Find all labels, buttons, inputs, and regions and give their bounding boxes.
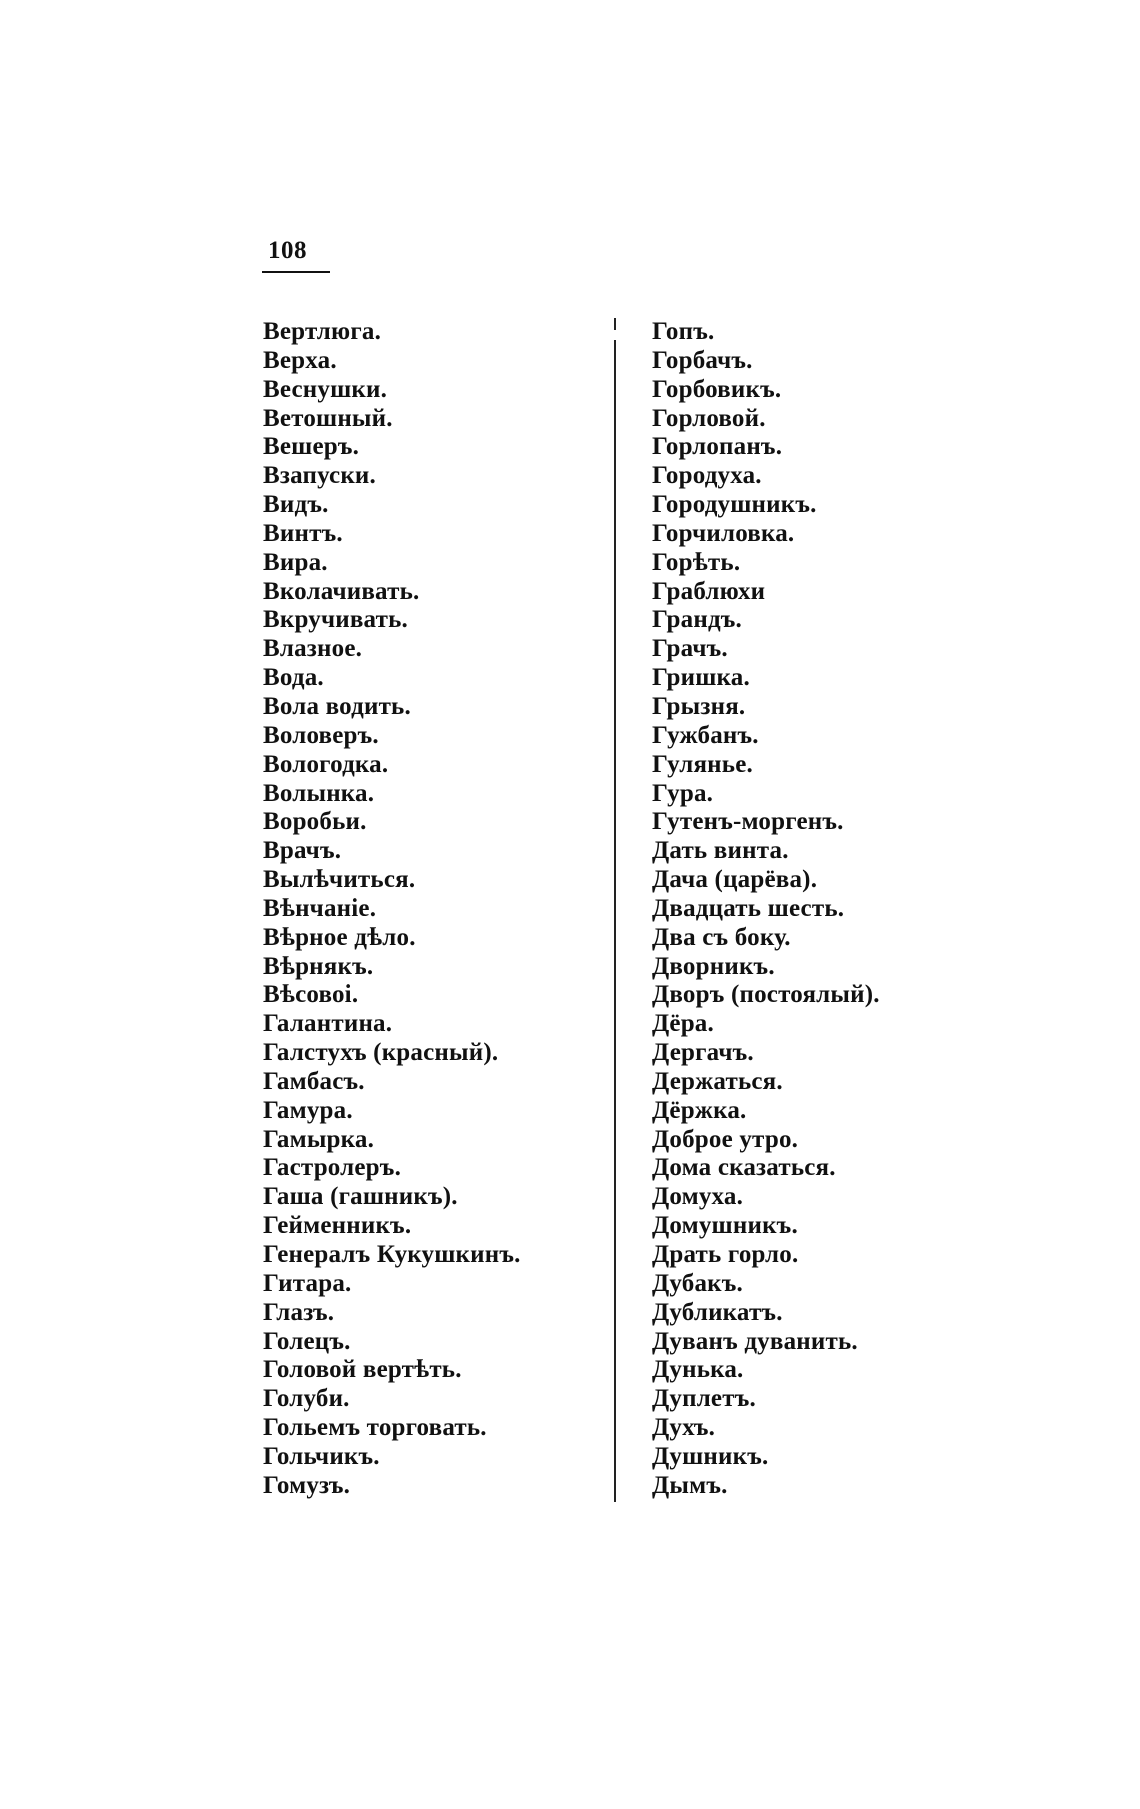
word-entry: Горчиловка.	[652, 519, 795, 547]
word-entry: Дуванъ дуванить.	[652, 1327, 858, 1355]
word-entry: Дать винта.	[652, 837, 789, 865]
word-entry: Духъ.	[652, 1414, 716, 1442]
word-entry: Дубликатъ.	[652, 1298, 783, 1326]
word-entry: Видъ.	[263, 491, 329, 519]
word-entry: Горбачъ.	[652, 346, 753, 374]
word-entry: Головой вертѣть.	[263, 1356, 462, 1384]
word-entry: Грызня.	[652, 692, 746, 720]
word-entry: Винтъ.	[263, 519, 343, 547]
word-entry: Дубакъ.	[652, 1269, 743, 1297]
word-entry: Гастролеръ.	[263, 1154, 402, 1182]
word-entry: Ветошный.	[263, 404, 393, 432]
word-entry: Дома сказаться.	[652, 1154, 836, 1182]
word-entry: Волынка.	[263, 779, 375, 807]
word-entry: Гамура.	[263, 1096, 353, 1124]
word-entry: Взапуски.	[263, 462, 376, 490]
word-entry: Горловой.	[652, 404, 766, 432]
word-entry: Веснушки.	[263, 375, 388, 403]
word-entry: Дунька.	[652, 1356, 744, 1384]
right-word-column	[652, 318, 880, 1501]
word-entry: Драть горло.	[652, 1241, 799, 1268]
word-entry: Домуха.	[652, 1183, 744, 1211]
word-entry: Грандъ.	[652, 606, 743, 634]
word-entry: Дуплетъ.	[652, 1385, 756, 1413]
word-entry: Галантина.	[263, 1010, 393, 1038]
word-entry: Два съ боку.	[652, 923, 791, 951]
word-entry: Гаша (гашникъ).	[263, 1183, 458, 1211]
word-entry: Воловеръ.	[263, 721, 379, 749]
page-number-rule	[262, 271, 330, 273]
word-entry: Верха.	[263, 346, 337, 374]
word-entry: Граблюхи	[652, 577, 766, 605]
word-entry: Голуби.	[263, 1385, 350, 1413]
word-entry: Грачъ.	[652, 635, 728, 663]
word-entry: Горлопанъ.	[652, 433, 783, 461]
word-entry: Вертлюга.	[263, 318, 382, 345]
word-entry: Горбовикъ.	[652, 375, 782, 403]
word-entry: Гопъ.	[652, 318, 715, 345]
word-entry: Вешеръ.	[263, 433, 360, 461]
left-word-column	[263, 318, 521, 1501]
word-entry: Дача (царёва).	[652, 866, 818, 894]
word-entry: Гамбасъ.	[263, 1067, 365, 1095]
word-entry: Вколачивать.	[263, 577, 420, 605]
word-entry: Гольчикъ.	[263, 1442, 380, 1470]
word-entry: Голецъ.	[263, 1327, 351, 1355]
word-entry: Вѣсовоі.	[263, 981, 359, 1009]
word-entry: Вологодка.	[263, 750, 389, 778]
word-entry: Гамырка.	[263, 1125, 375, 1153]
word-entry: Глазъ.	[263, 1298, 335, 1326]
word-entry: Гришка.	[652, 664, 750, 692]
word-entry: Дворъ (постоялый).	[652, 981, 880, 1009]
word-entry: Вода.	[263, 664, 324, 692]
word-entry: Доброе утро.	[652, 1125, 799, 1153]
column-divider	[614, 340, 616, 1502]
word-entry: Горѣть.	[652, 548, 741, 576]
word-entry: Городуха.	[652, 462, 762, 490]
word-entry: Гужбанъ.	[652, 721, 759, 749]
word-entry: Дымъ.	[652, 1471, 728, 1499]
page-number: 108	[268, 237, 307, 264]
word-entry: Городушникъ.	[652, 491, 817, 519]
word-entry: Влазное.	[263, 635, 363, 663]
word-entry: Домушникъ.	[652, 1212, 798, 1240]
word-entry: Воробьи.	[263, 808, 367, 836]
word-entry: Гольемъ торговать.	[263, 1414, 487, 1442]
word-entry: Галстухъ (красный).	[263, 1039, 499, 1067]
word-entry: Гулянье.	[652, 750, 753, 778]
word-entry: Вылѣчиться.	[263, 866, 416, 894]
word-entry: Вира.	[263, 548, 328, 576]
word-entry: Дёра.	[652, 1010, 714, 1038]
word-entry: Гура.	[652, 779, 714, 807]
word-entry: Вѣрнякъ.	[263, 952, 374, 980]
word-entry: Двадцать шесть.	[652, 894, 845, 922]
word-entry: Гитара.	[263, 1269, 352, 1297]
word-entry: Держаться.	[652, 1067, 783, 1095]
word-entry: Вѣрное дѣло.	[263, 923, 416, 951]
word-entry: Гутенъ-моргенъ.	[652, 808, 844, 836]
word-entry: Вѣнчаніе.	[263, 894, 377, 922]
word-entry: Вкручивать.	[263, 606, 408, 634]
word-entry: Вола водить.	[263, 692, 411, 720]
word-entry: Гомузъ.	[263, 1471, 351, 1499]
word-entry: Гейменникъ.	[263, 1212, 412, 1240]
word-entry: Дергачъ.	[652, 1039, 754, 1067]
word-entry: Дворникъ.	[652, 952, 775, 980]
word-entry: Генералъ Кукушкинъ.	[263, 1241, 521, 1268]
word-entry: Врачъ.	[263, 837, 342, 865]
word-entry: Дёржка.	[652, 1096, 747, 1124]
column-divider-top	[614, 318, 616, 330]
word-entry: Душникъ.	[652, 1442, 769, 1470]
